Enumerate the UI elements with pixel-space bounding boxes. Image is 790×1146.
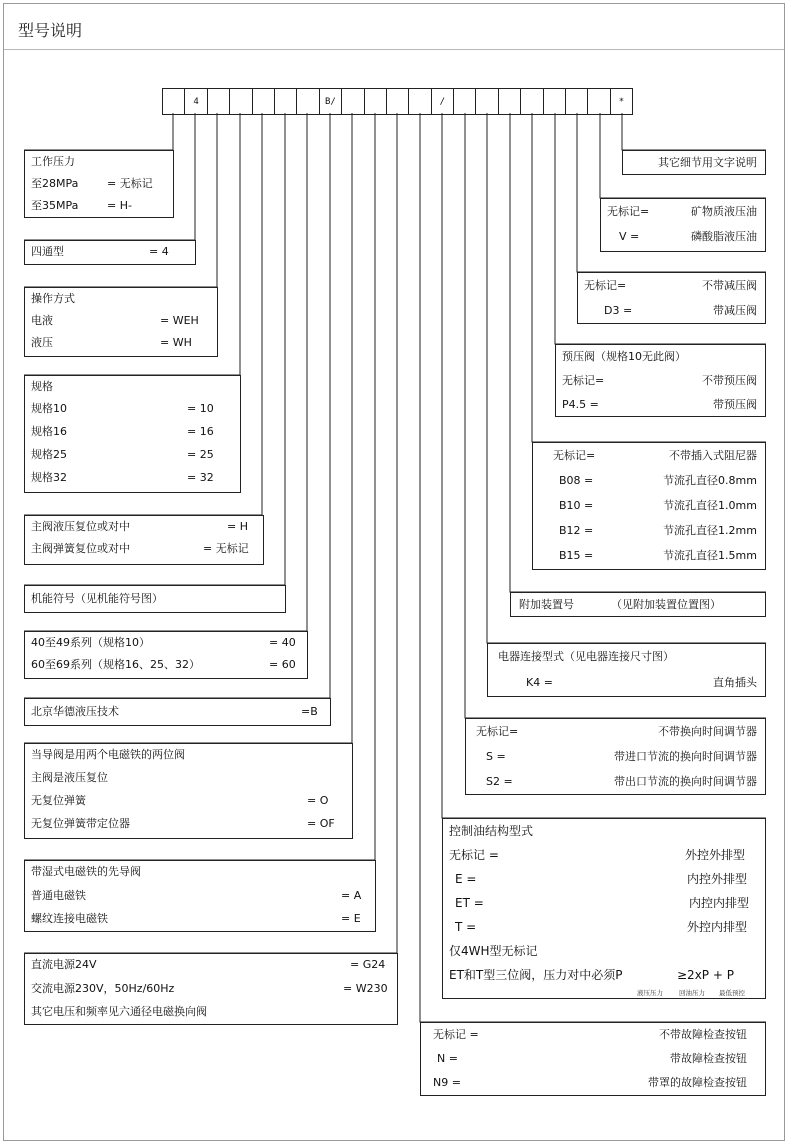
code-cell [588, 89, 610, 114]
page-title: 型号说明 [18, 21, 83, 40]
switching-desc: 带进口节流的换向时间调节器 [614, 750, 757, 763]
two-position-value: = O [307, 794, 329, 807]
damper-code: B10 = [559, 499, 594, 512]
pressure-label: 至35MPa [31, 199, 79, 212]
pilot-oil-box [442, 818, 766, 999]
main-reset-label: 主阀液压复位或对中 [31, 520, 130, 533]
code-cell [342, 89, 364, 114]
accessory-note: （见附加装置位置图） [611, 598, 721, 611]
operation-label: 电液 [31, 314, 53, 327]
beijing-box [24, 698, 331, 726]
fluid-box [600, 198, 766, 252]
pilot-code: 无标记 = [449, 848, 499, 862]
code-cell [476, 89, 498, 114]
series-value: = 60 [269, 658, 296, 671]
electrical-heading: 电器连接型式（见电器连接尺寸图） [498, 650, 674, 663]
solenoid-label: 普通电磁铁 [31, 889, 86, 902]
electrical-desc: 直角插头 [713, 676, 757, 689]
code-cell [566, 89, 588, 114]
series-label: 40至49系列（规格10） [31, 636, 150, 649]
preload-code: 无标记= [562, 374, 605, 387]
operation-value: = WH [160, 336, 192, 349]
code-cell: B/ [320, 89, 342, 114]
accessory-label: 附加装置号 [519, 598, 574, 611]
code-cell [163, 89, 185, 114]
code-cell: / [432, 89, 454, 114]
electrical-box [487, 643, 766, 697]
pressure-value: = H- [107, 199, 132, 212]
size-value: = 16 [187, 425, 214, 438]
damper-code: B08 = [559, 474, 594, 487]
code-cell [208, 89, 230, 114]
two-position-value: = OF [307, 817, 335, 830]
switching-time-box [465, 718, 766, 795]
power-box [24, 953, 398, 1025]
two-position-label: 无复位弹簧 [31, 794, 86, 807]
preload-code: P4.5 = [562, 398, 599, 411]
main-reset-value: = 无标记 [203, 542, 249, 555]
electrical-code: K4 = [526, 676, 553, 689]
solenoid-label: 螺纹连接电磁铁 [31, 912, 108, 925]
series-box [24, 631, 308, 679]
damper-desc: 节流孔直径1.0mm [663, 499, 757, 512]
pilot-desc: 内控内排型 [688, 896, 749, 910]
damper-code: B12 = [559, 524, 594, 537]
damper-desc: 不带插入式阻尼器 [669, 449, 757, 462]
fault-code: N = [437, 1052, 458, 1065]
power-label: 直流电源24V [31, 958, 97, 971]
solenoid-value: = E [341, 912, 361, 925]
size-box [24, 375, 241, 493]
damper-desc: 节流孔直径1.5mm [663, 549, 757, 562]
main-valve-reset-box [24, 515, 264, 565]
accessory-box [510, 592, 766, 617]
fault-code: N9 = [433, 1076, 461, 1089]
fault-desc: 带故障检查按钮 [670, 1052, 747, 1065]
fault-desc: 带罩的故障检查按钮 [648, 1076, 747, 1089]
series-label: 60至69系列（规格16、25、32） [31, 658, 200, 671]
size-label: 规格16 [31, 425, 67, 438]
other-details-box [622, 150, 766, 175]
code-cell [297, 89, 319, 114]
four-way-value: = 4 [149, 245, 169, 258]
fault-button-box [420, 1022, 766, 1096]
power-label: 其它电压和频率见六通径电磁换向阀 [31, 1005, 207, 1018]
pilot-sub-label: 液压压力 [637, 989, 663, 997]
fluid-code: V = [619, 230, 640, 243]
pressure-label: 至28MPa [31, 177, 79, 190]
code-cell [409, 89, 431, 114]
preload-heading: 预压阀（规格10无此阀） [562, 350, 686, 363]
main-reset-value: = H [227, 520, 248, 533]
switching-code: 无标记= [476, 725, 519, 738]
solenoid-heading: 带湿式电磁铁的先导阀 [31, 865, 141, 878]
reducing-desc: 不带减压阀 [702, 279, 757, 292]
pilot-desc: 外控外排型 [684, 848, 745, 862]
two-position-label: 当导阀是用两个电磁铁的两位阀 [31, 748, 185, 761]
pilot-code: T = [455, 920, 477, 934]
damper-desc: 节流孔直径0.8mm [663, 474, 757, 487]
preload-box [555, 344, 766, 417]
power-value: = G24 [350, 958, 386, 971]
fluid-code: 无标记= [607, 205, 650, 218]
switching-code: S2 = [486, 775, 513, 788]
pilot-sub-label: 回油压力 [679, 989, 705, 997]
operation-box [24, 287, 218, 357]
reducing-box [577, 272, 766, 324]
code-cell [253, 89, 275, 114]
two-position-label: 主阀是液压复位 [31, 771, 108, 784]
pressure-value: = 无标记 [107, 177, 153, 190]
solenoid-value: = A [341, 889, 362, 902]
beijing-value: =B [301, 705, 318, 718]
pressure-heading: 工作压力 [31, 155, 75, 168]
main-reset-label: 主阀弹簧复位或对中 [31, 542, 130, 555]
beijing-label: 北京华德液压技术 [31, 705, 119, 718]
switching-code: S = [486, 750, 506, 763]
damper-box [532, 442, 766, 570]
damper-code: B15 = [559, 549, 594, 562]
size-heading: 规格 [31, 380, 53, 393]
size-label: 规格32 [31, 471, 67, 484]
series-value: = 40 [269, 636, 296, 649]
code-cell: 4 [185, 89, 207, 114]
size-value: = 10 [187, 402, 214, 415]
code-cell [499, 89, 521, 114]
four-way-label: 四通型 [31, 245, 64, 258]
two-position-box [24, 743, 353, 839]
fault-code: 无标记 = [433, 1028, 479, 1041]
pilot-note2: ET和T型三位阀，压力对中必须P [449, 968, 623, 982]
code-cell [387, 89, 409, 114]
size-value: = 25 [187, 448, 214, 461]
reducing-code: D3 = [604, 304, 633, 317]
code-cell [521, 89, 543, 114]
damper-desc: 节流孔直径1.2mm [663, 524, 757, 537]
power-label: 交流电源230V，50Hz/60Hz [31, 982, 175, 995]
operation-heading: 操作方式 [31, 292, 75, 305]
fluid-desc: 磷酸脂液压油 [691, 230, 757, 243]
size-value: = 32 [187, 471, 214, 484]
connector-pressure [24, 113, 173, 150]
two-position-label: 无复位弹簧带定位器 [31, 817, 130, 830]
reducing-desc: 带减压阀 [713, 304, 757, 317]
operation-label: 液压 [31, 336, 53, 349]
operation-value: = WEH [160, 314, 199, 327]
size-label: 规格25 [31, 448, 67, 461]
function-symbol-box [24, 585, 286, 613]
four-way-box [24, 240, 196, 265]
preload-desc: 不带预压阀 [702, 374, 757, 387]
pilot-note1: 仅4WH型无标记 [449, 944, 538, 958]
pilot-desc: 内控外排型 [686, 872, 747, 886]
code-cell [365, 89, 387, 114]
preload-desc: 带预压阀 [713, 398, 757, 411]
fault-desc: 不带故障检查按钮 [659, 1028, 747, 1041]
solenoid-box [24, 860, 376, 932]
pilot-code: ET = [455, 896, 484, 910]
damper-code: 无标记= [553, 449, 596, 462]
pilot-code: E = [455, 872, 477, 886]
code-cell: * [611, 89, 633, 114]
code-cell [454, 89, 476, 114]
code-cell [275, 89, 297, 114]
pressure-box [24, 150, 174, 218]
function-symbol-label: 机能符号（见机能符号图） [31, 592, 163, 605]
fluid-desc: 矿物质液压油 [691, 205, 757, 218]
reducing-code: 无标记= [584, 279, 627, 292]
model-code-strip [162, 88, 633, 115]
pilot-desc: 外控内排型 [686, 920, 747, 934]
pilot-heading: 控制油结构型式 [449, 824, 534, 838]
code-cell [544, 89, 566, 114]
connector-other [622, 113, 766, 150]
switching-desc: 不带换向时间调节器 [658, 725, 757, 738]
size-label: 规格10 [31, 402, 67, 415]
code-cell [230, 89, 252, 114]
pilot-formula: ≥2xP + P [677, 968, 734, 982]
other-details-label: 其它细节用文字说明 [658, 156, 757, 169]
pilot-sub-label: 最低预控 [719, 989, 745, 997]
power-value: = W230 [343, 982, 388, 995]
switching-desc: 带出口节流的换向时间调节器 [614, 775, 757, 788]
